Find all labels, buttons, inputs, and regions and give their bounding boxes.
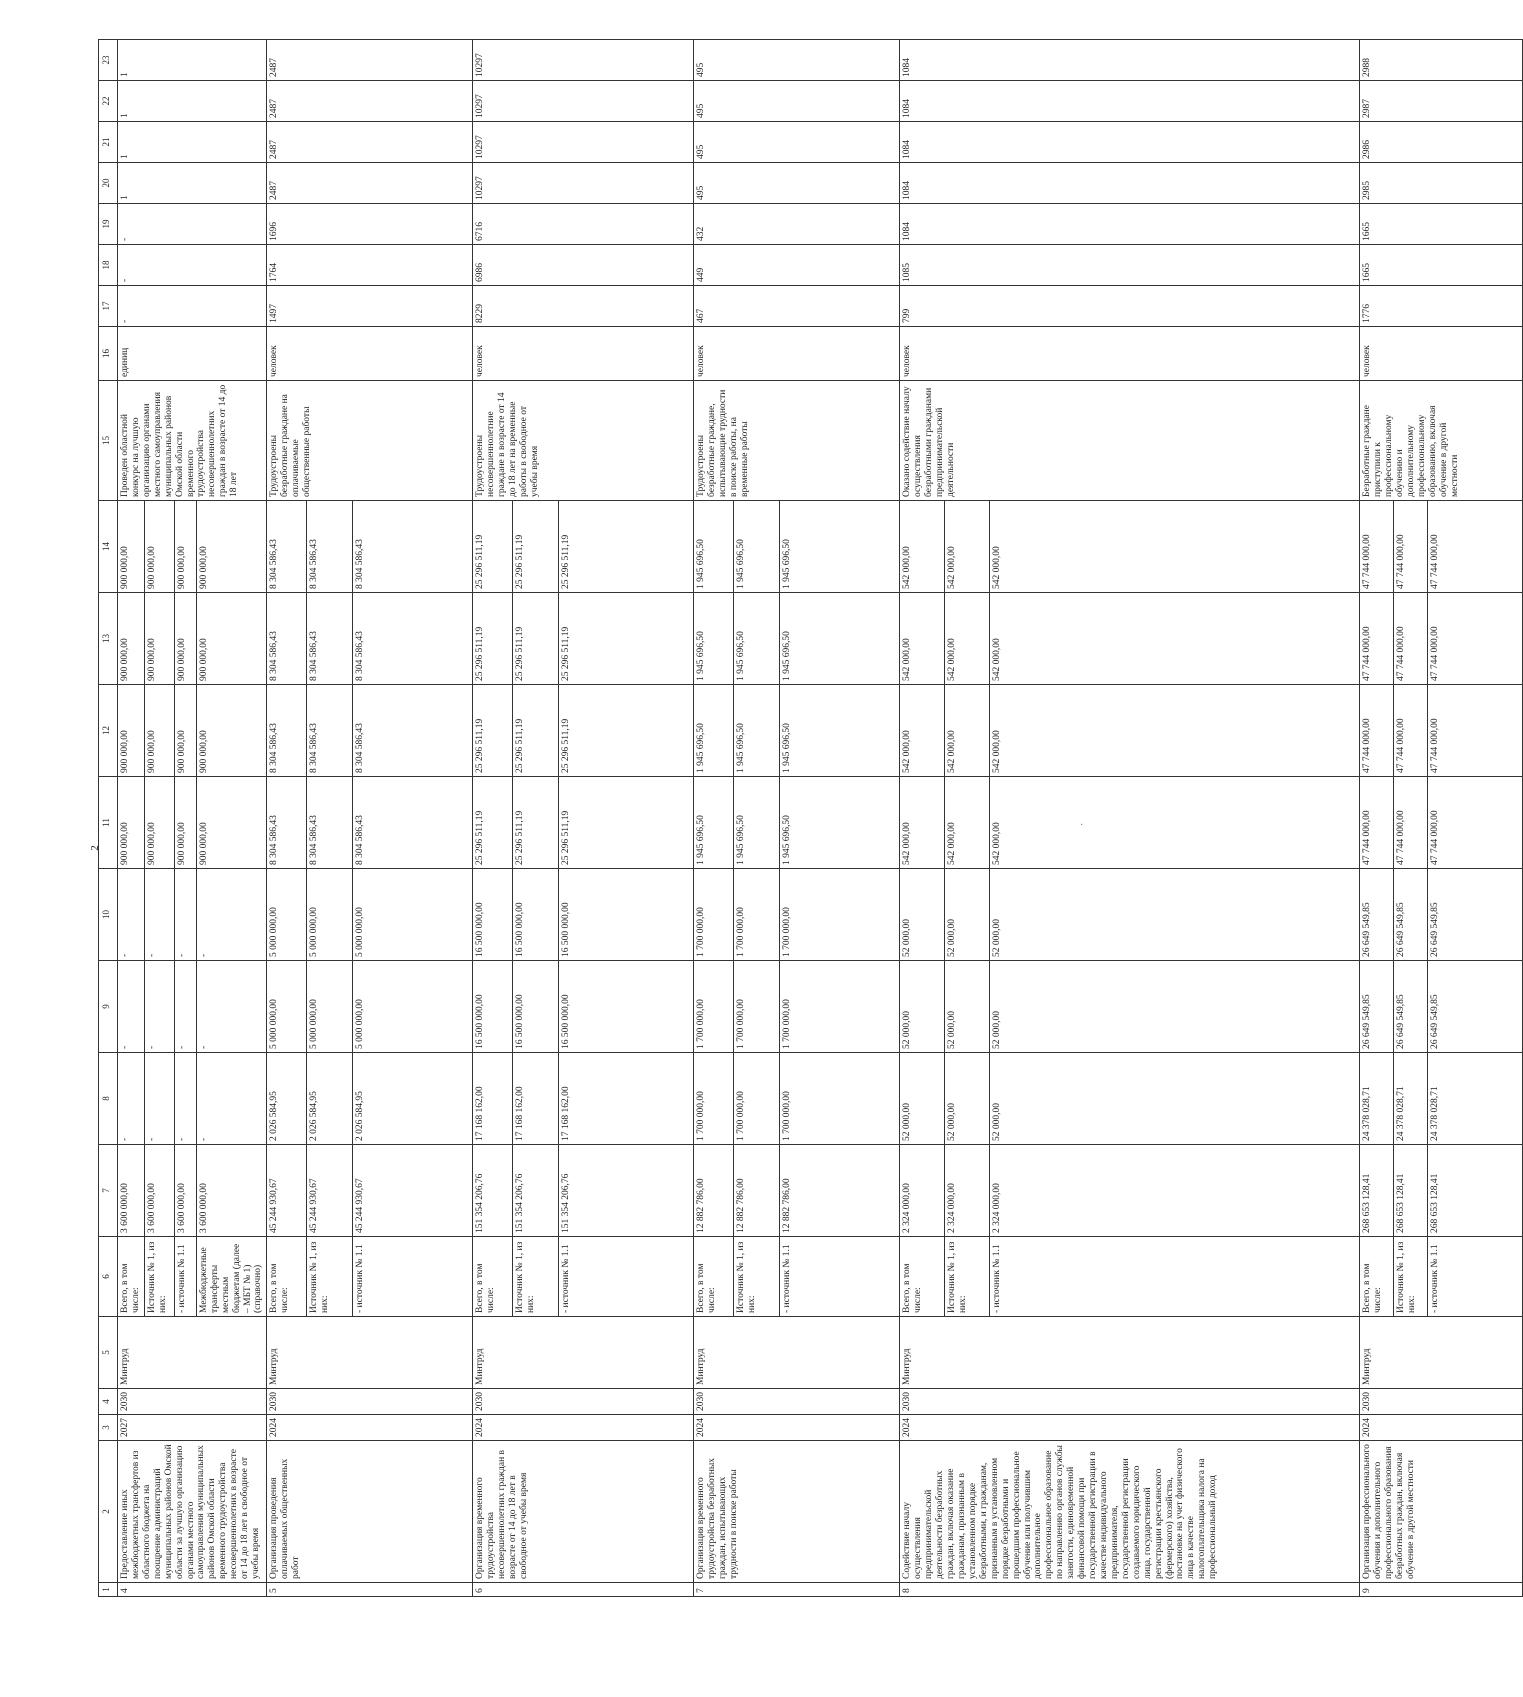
funding-amount-v10: 52 000,00 <box>900 869 945 961</box>
indicator-value-i23: 1084 <box>900 40 1360 81</box>
column-header-20: 20 <box>99 163 118 204</box>
executor: Минтруд <box>267 1317 473 1389</box>
indicator-value-i19: 1665 <box>1360 204 1523 245</box>
indicator-value-i21: 495 <box>694 122 900 163</box>
funding-amount-v10: 26 649 549,85 <box>1394 869 1428 961</box>
funding-amount-v14: 8 304 586,43 <box>307 501 353 593</box>
funding-amount-v12: 25 296 511,19 <box>513 685 559 777</box>
indicator-value-i22: 1084 <box>900 81 1360 122</box>
indicator-value-i17: - <box>118 286 267 327</box>
indicator-value-i17: 467 <box>694 286 900 327</box>
funding-amount-v7: 3 600 000,00 <box>196 1145 267 1237</box>
column-header-3: 3 <box>99 1415 118 1441</box>
funding-amount-v12: 47 744 000,00 <box>1428 685 1523 777</box>
funding-amount-v10: 16 500 000,00 <box>559 869 694 961</box>
funding-amount-v14: 900 000,00 <box>174 501 196 593</box>
funding-source: - источник № 1.1 <box>990 1237 1360 1317</box>
funding-source: Источник № 1, из них: <box>734 1237 780 1317</box>
unit: человек <box>473 327 694 381</box>
indicator-value-i20: 10297 <box>473 163 694 204</box>
funding-amount-v7: 268 653 128,41 <box>1360 1145 1394 1237</box>
page-number: 2 <box>88 845 101 851</box>
row-number: 4 <box>118 1583 267 1597</box>
funding-amount-v8: 17 168 162,00 <box>513 1053 559 1145</box>
indicator-value-i18: 1085 <box>900 245 1360 286</box>
indicator-value-i17: 1776 <box>1360 286 1523 327</box>
funding-amount-v10: 52 000,00 <box>945 869 990 961</box>
funding-amount-v9: - <box>196 961 267 1053</box>
result-indicator: Оказано содействие началу осуществления безработными гражданами предпринимательской деятельности <box>900 381 1360 501</box>
funding-amount-v8: 52 000,00 <box>900 1053 945 1145</box>
funding-amount-v9: - <box>174 961 196 1053</box>
result-indicator: Трудоустроены безработные граждане на оплачиваемые общественные работы <box>267 381 473 501</box>
funding-amount-v13: 8 304 586,43 <box>267 593 307 685</box>
funding-amount-v11: 25 296 511,19 <box>473 777 513 869</box>
row-number: 6 <box>473 1583 694 1597</box>
funding-amount-v10: 1 700 000,00 <box>734 869 780 961</box>
funding-amount-v14: 1 945 696,50 <box>780 501 900 593</box>
funding-amount-v13: 47 744 000,00 <box>1428 593 1523 685</box>
year-start: 2024 <box>900 1415 1360 1441</box>
funding-amount-v12: 900 000,00 <box>196 685 267 777</box>
funding-amount-v11: 47 744 000,00 <box>1360 777 1394 869</box>
funding-amount-v8: 24 378 028,71 <box>1428 1053 1523 1145</box>
funding-amount-v12: 25 296 511,19 <box>473 685 513 777</box>
year-end: 2030 <box>473 1389 694 1415</box>
funding-amount-v9: 5 000 000,00 <box>267 961 307 1053</box>
funding-amount-v14: 1 945 696,50 <box>694 501 734 593</box>
funding-amount-v14: 900 000,00 <box>196 501 267 593</box>
table-body <box>99 40 1523 1597</box>
funding-amount-v7: 12 882 786,00 <box>780 1145 900 1237</box>
funding-amount-v9: 26 649 549,85 <box>1394 961 1428 1053</box>
row-number: 5 <box>267 1583 473 1597</box>
executor: Минтруд <box>118 1317 267 1389</box>
funding-amount-v14: 542 000,00 <box>945 501 990 593</box>
funding-amount-v7: 151 354 206,76 <box>473 1145 513 1237</box>
rotated-table-sheet <box>98 53 1460 1597</box>
table-row <box>473 40 513 1597</box>
funding-amount-v12: 900 000,00 <box>118 685 145 777</box>
indicator-value-i21: 1 <box>118 122 267 163</box>
activity-name: Организация профессионального обучения и дополнительного профессионального образования безработных граждан, включая обучение в другой местности <box>1360 1441 1523 1583</box>
funding-amount-v13: 1 945 696,50 <box>780 593 900 685</box>
funding-amount-v12: 8 304 586,43 <box>267 685 307 777</box>
funding-amount-v11: 8 304 586,43 <box>307 777 353 869</box>
activity-name: Организация временного трудоустройства несовершеннолетних граждан в возрасте от 14 до 18 лет в свободное от учебы время <box>473 1441 694 1583</box>
funding-amount-v8: 1 700 000,00 <box>694 1053 734 1145</box>
funding-amount-v9: 16 500 000,00 <box>559 961 694 1053</box>
funding-amount-v9: 52 000,00 <box>900 961 945 1053</box>
funding-amount-v8: 2 026 584,95 <box>267 1053 307 1145</box>
row-number: 7 <box>694 1583 900 1597</box>
funding-amount-v10: 5 000 000,00 <box>353 869 473 961</box>
funding-amount-v13: 900 000,00 <box>144 593 174 685</box>
funding-amount-v7: 3 600 000,00 <box>118 1145 145 1237</box>
funding-amount-v12: 1 945 696,50 <box>694 685 734 777</box>
funding-amount-v8: 1 700 000,00 <box>734 1053 780 1145</box>
funding-amount-v9: 5 000 000,00 <box>353 961 473 1053</box>
result-indicator: Безработные граждане приступили к профессиональному обучению и дополнительному профессиональному образованию, включая обучение в другой местности <box>1360 381 1523 501</box>
funding-amount-v13: 900 000,00 <box>196 593 267 685</box>
funding-amount-v9: 26 649 549,85 <box>1360 961 1394 1053</box>
column-header-10: 10 <box>99 869 118 961</box>
funding-amount-v9: 5 000 000,00 <box>307 961 353 1053</box>
funding-amount-v11: 1 945 696,50 <box>734 777 780 869</box>
activity-name: Организация временного трудоустройства безработных граждан, испытывающих трудности в поиске работы <box>694 1441 900 1583</box>
year-start: 2024 <box>1360 1415 1523 1441</box>
indicator-value-i22: 10297 <box>473 81 694 122</box>
funding-amount-v14: 542 000,00 <box>990 501 1360 593</box>
funding-amount-v11: 1 945 696,50 <box>694 777 734 869</box>
funding-amount-v14: 47 744 000,00 <box>1428 501 1523 593</box>
funding-amount-v13: 25 296 511,19 <box>473 593 513 685</box>
funding-amount-v12: 47 744 000,00 <box>1360 685 1394 777</box>
funding-amount-v10: - <box>144 869 174 961</box>
funding-amount-v9: - <box>118 961 145 1053</box>
unit: человек <box>694 327 900 381</box>
funding-amount-v11: 47 744 000,00 <box>1428 777 1523 869</box>
indicator-value-i21: 1084 <box>900 122 1360 163</box>
year-end: 2030 <box>900 1389 1360 1415</box>
funding-amount-v12: 542 000,00 <box>990 685 1360 777</box>
indicator-value-i23: 1 <box>118 40 267 81</box>
indicator-value-i22: 2487 <box>267 81 473 122</box>
funding-amount-v10: - <box>118 869 145 961</box>
funding-source: Источник № 1, из них: <box>945 1237 990 1317</box>
year-start: 2024 <box>694 1415 900 1441</box>
year-end: 2030 <box>118 1389 267 1415</box>
indicator-value-i23: 10297 <box>473 40 694 81</box>
column-header-22: 22 <box>99 81 118 122</box>
indicator-value-i21: 2986 <box>1360 122 1523 163</box>
funding-amount-v13: 1 945 696,50 <box>694 593 734 685</box>
funding-amount-v10: 16 500 000,00 <box>513 869 559 961</box>
column-header-16: 16 <box>99 327 118 381</box>
stray-mark: · <box>1080 820 1084 831</box>
year-end: 2030 <box>1360 1389 1523 1415</box>
funding-amount-v7: 2 324 000,00 <box>990 1145 1360 1237</box>
column-header-9: 9 <box>99 961 118 1053</box>
row-number: 8 <box>900 1583 1360 1597</box>
funding-source: - источник № 1.1 <box>1428 1237 1523 1317</box>
funding-amount-v9: 1 700 000,00 <box>780 961 900 1053</box>
indicator-value-i23: 2487 <box>267 40 473 81</box>
unit: человек <box>267 327 473 381</box>
funding-amount-v14: 8 304 586,43 <box>353 501 473 593</box>
indicator-value-i18: - <box>118 245 267 286</box>
column-header-12: 12 <box>99 685 118 777</box>
funding-amount-v14: 47 744 000,00 <box>1394 501 1428 593</box>
column-header-17: 17 <box>99 286 118 327</box>
funding-amount-v12: 542 000,00 <box>945 685 990 777</box>
funding-source: Всего, в том числе: <box>473 1237 513 1317</box>
funding-amount-v11: 900 000,00 <box>118 777 145 869</box>
funding-amount-v7: 2 324 000,00 <box>945 1145 990 1237</box>
executor: Минтруд <box>1360 1317 1523 1389</box>
funding-amount-v13: 1 945 696,50 <box>734 593 780 685</box>
indicator-value-i19: 432 <box>694 204 900 245</box>
year-start: 2027 <box>118 1415 267 1441</box>
funding-amount-v9: 1 700 000,00 <box>734 961 780 1053</box>
table-row <box>118 40 145 1597</box>
funding-amount-v8: - <box>174 1053 196 1145</box>
funding-amount-v13: 8 304 586,43 <box>353 593 473 685</box>
funding-amount-v11: 8 304 586,43 <box>353 777 473 869</box>
indicator-value-i22: 495 <box>694 81 900 122</box>
column-header-2: 2 <box>99 1441 118 1583</box>
funding-amount-v10: - <box>196 869 267 961</box>
indicator-value-i23: 2988 <box>1360 40 1523 81</box>
column-header-18: 18 <box>99 245 118 286</box>
column-header-23: 23 <box>99 40 118 81</box>
year-end: 2030 <box>694 1389 900 1415</box>
funding-amount-v11: 47 744 000,00 <box>1394 777 1428 869</box>
indicator-value-i20: 1084 <box>900 163 1360 204</box>
indicator-value-i17: 799 <box>900 286 1360 327</box>
funding-amount-v11: 542 000,00 <box>945 777 990 869</box>
indicator-value-i23: 495 <box>694 40 900 81</box>
funding-amount-v9: 52 000,00 <box>990 961 1360 1053</box>
funding-amount-v8: 17 168 162,00 <box>559 1053 694 1145</box>
funding-amount-v12: 900 000,00 <box>144 685 174 777</box>
funding-amount-v14: 25 296 511,19 <box>513 501 559 593</box>
executor: Минтруд <box>473 1317 694 1389</box>
funding-amount-v14: 1 945 696,50 <box>734 501 780 593</box>
funding-amount-v11: 900 000,00 <box>174 777 196 869</box>
year-start: 2024 <box>267 1415 473 1441</box>
program-activities-table <box>98 39 1523 1597</box>
funding-amount-v14: 542 000,00 <box>900 501 945 593</box>
funding-source: - источник № 1.1 <box>780 1237 900 1317</box>
indicator-value-i19: 1084 <box>900 204 1360 245</box>
funding-amount-v8: 24 378 028,71 <box>1394 1053 1428 1145</box>
funding-amount-v11: 542 000,00 <box>900 777 945 869</box>
funding-amount-v12: 8 304 586,43 <box>353 685 473 777</box>
result-indicator: Проведен областной конкурс на лучшую организацию органами местного самоуправления муниципальных районов Омской области временного трудоустройства несовершеннолетних граждан в возрасте от 14 до 18 лет <box>118 381 267 501</box>
year-end: 2030 <box>267 1389 473 1415</box>
funding-amount-v12: 1 945 696,50 <box>780 685 900 777</box>
funding-source: Всего, в том числе: <box>900 1237 945 1317</box>
indicator-value-i18: 1665 <box>1360 245 1523 286</box>
table-row <box>1360 40 1394 1597</box>
column-header-8: 8 <box>99 1053 118 1145</box>
funding-amount-v7: 2 324 000,00 <box>900 1145 945 1237</box>
funding-amount-v7: 268 653 128,41 <box>1394 1145 1428 1237</box>
funding-amount-v10: 26 649 549,85 <box>1360 869 1394 961</box>
funding-amount-v10: 5 000 000,00 <box>267 869 307 961</box>
indicator-value-i20: 2487 <box>267 163 473 204</box>
funding-amount-v9: 16 500 000,00 <box>513 961 559 1053</box>
funding-amount-v11: 900 000,00 <box>196 777 267 869</box>
unit: человек <box>1360 327 1523 381</box>
funding-amount-v9: 1 700 000,00 <box>694 961 734 1053</box>
funding-amount-v11: 542 000,00 <box>990 777 1360 869</box>
funding-amount-v14: 25 296 511,19 <box>473 501 513 593</box>
funding-amount-v12: 542 000,00 <box>900 685 945 777</box>
funding-amount-v12: 25 296 511,19 <box>559 685 694 777</box>
column-header-21: 21 <box>99 122 118 163</box>
funding-amount-v8: 2 026 584,95 <box>353 1053 473 1145</box>
funding-source: - источник № 1.1 <box>353 1237 473 1317</box>
indicator-value-i21: 2487 <box>267 122 473 163</box>
funding-amount-v9: 16 500 000,00 <box>473 961 513 1053</box>
funding-amount-v7: 3 600 000,00 <box>144 1145 174 1237</box>
column-header-4: 4 <box>99 1389 118 1415</box>
funding-amount-v13: 542 000,00 <box>990 593 1360 685</box>
funding-source: Всего, в том числе: <box>267 1237 307 1317</box>
funding-amount-v7: 45 244 930,67 <box>307 1145 353 1237</box>
funding-source: Источник № 1, из них: <box>513 1237 559 1317</box>
column-number-row <box>99 40 118 1597</box>
funding-amount-v11: 25 296 511,19 <box>559 777 694 869</box>
activity-name: Содействие началу осуществления предпринимательской деятельности безработных граждан, включая оказание гражданам, признанным в установленном порядке безработными, и гражданам, признанным в установленном порядке безработными и прошедшим профессиональное обучение или получившим дополнительное профессиональное образование по направлению органов службы занятости, единовременной финансовой помощи при государственной регистрации в качестве индивидуального предпринимателя, государственной регистрации создаваемого юридического лица, государственной регистрации крестьянского (фермерского) хозяйства, постановке на учет физического лица в качестве налогоплательщика налога на профессиональный доход <box>900 1441 1360 1583</box>
funding-amount-v8: 2 026 584,95 <box>307 1053 353 1145</box>
funding-amount-v11: 900 000,00 <box>144 777 174 869</box>
funding-amount-v13: 47 744 000,00 <box>1394 593 1428 685</box>
funding-amount-v13: 900 000,00 <box>118 593 145 685</box>
funding-amount-v8: 52 000,00 <box>945 1053 990 1145</box>
column-header-6: 6 <box>99 1237 118 1317</box>
indicator-value-i19: 1696 <box>267 204 473 245</box>
funding-source: Источник № 1, из них: <box>1394 1237 1428 1317</box>
funding-amount-v13: 900 000,00 <box>174 593 196 685</box>
funding-amount-v7: 151 354 206,76 <box>513 1145 559 1237</box>
indicator-value-i18: 449 <box>694 245 900 286</box>
unit: единиц <box>118 327 267 381</box>
funding-amount-v14: 25 296 511,19 <box>559 501 694 593</box>
funding-amount-v10: 26 649 549,85 <box>1428 869 1523 961</box>
funding-amount-v10: - <box>174 869 196 961</box>
executor: Минтруд <box>694 1317 900 1389</box>
funding-amount-v13: 542 000,00 <box>945 593 990 685</box>
indicator-value-i20: 1 <box>118 163 267 204</box>
unit: человек <box>900 327 1360 381</box>
funding-amount-v8: 17 168 162,00 <box>473 1053 513 1145</box>
indicator-value-i20: 495 <box>694 163 900 204</box>
funding-source: Источник № 1, из них: <box>144 1237 174 1317</box>
funding-amount-v14: 47 744 000,00 <box>1360 501 1394 593</box>
funding-amount-v8: - <box>196 1053 267 1145</box>
funding-amount-v11: 25 296 511,19 <box>513 777 559 869</box>
funding-amount-v12: 8 304 586,43 <box>307 685 353 777</box>
funding-amount-v12: 1 945 696,50 <box>734 685 780 777</box>
funding-source: Всего, в том числе: <box>1360 1237 1394 1317</box>
column-header-11: 11 <box>99 777 118 869</box>
funding-amount-v7: 151 354 206,76 <box>559 1145 694 1237</box>
column-header-15: 15 <box>99 381 118 501</box>
indicator-value-i19: - <box>118 204 267 245</box>
activity-name: Организация проведения оплачиваемых общественных работ <box>267 1441 473 1583</box>
indicator-value-i17: 1497 <box>267 286 473 327</box>
funding-amount-v12: 47 744 000,00 <box>1394 685 1428 777</box>
indicator-value-i20: 2985 <box>1360 163 1523 204</box>
funding-amount-v8: 1 700 000,00 <box>780 1053 900 1145</box>
column-header-13: 13 <box>99 593 118 685</box>
indicator-value-i18: 6986 <box>473 245 694 286</box>
indicator-value-i19: 6716 <box>473 204 694 245</box>
indicator-value-i17: 8229 <box>473 286 694 327</box>
funding-source: - источник № 1.1 <box>559 1237 694 1317</box>
indicator-value-i22: 2987 <box>1360 81 1523 122</box>
funding-amount-v9: 26 649 549,85 <box>1428 961 1523 1053</box>
indicator-value-i18: 1764 <box>267 245 473 286</box>
funding-source: Всего, в том числе: <box>694 1237 734 1317</box>
funding-amount-v8: - <box>118 1053 145 1145</box>
result-indicator: Трудоустроены безработные граждане, испытывающие трудности в поиске работы, на временные работы <box>694 381 900 501</box>
column-header-1: 1 <box>99 1583 118 1597</box>
funding-amount-v13: 542 000,00 <box>900 593 945 685</box>
funding-amount-v7: 3 600 000,00 <box>174 1145 196 1237</box>
funding-amount-v14: 900 000,00 <box>144 501 174 593</box>
funding-amount-v13: 25 296 511,19 <box>559 593 694 685</box>
funding-amount-v10: 5 000 000,00 <box>307 869 353 961</box>
funding-amount-v14: 900 000,00 <box>118 501 145 593</box>
funding-amount-v13: 8 304 586,43 <box>307 593 353 685</box>
funding-amount-v7: 45 244 930,67 <box>353 1145 473 1237</box>
funding-amount-v10: 1 700 000,00 <box>694 869 734 961</box>
funding-amount-v8: 24 378 028,71 <box>1360 1053 1394 1145</box>
funding-amount-v7: 12 882 786,00 <box>694 1145 734 1237</box>
funding-amount-v11: 8 304 586,43 <box>267 777 307 869</box>
table-row <box>900 40 945 1597</box>
year-start: 2024 <box>473 1415 694 1441</box>
funding-amount-v13: 47 744 000,00 <box>1360 593 1394 685</box>
funding-amount-v10: 16 500 000,00 <box>473 869 513 961</box>
result-indicator: Трудоустроены несовершеннолетние граждане в возрасте от 14 до 18 лет на временные работы в свободное от учебы время <box>473 381 694 501</box>
funding-amount-v8: 52 000,00 <box>990 1053 1360 1145</box>
funding-source: Межбюджетные трансферты местным бюджетам (далее – МБТ № 1) (справочно) <box>196 1237 267 1317</box>
funding-source: - источник № 1.1 <box>174 1237 196 1317</box>
table-row <box>694 40 734 1597</box>
funding-amount-v9: - <box>144 961 174 1053</box>
indicator-value-i21: 10297 <box>473 122 694 163</box>
column-header-14: 14 <box>99 501 118 593</box>
column-header-7: 7 <box>99 1145 118 1237</box>
column-header-19: 19 <box>99 204 118 245</box>
funding-amount-v9: 52 000,00 <box>945 961 990 1053</box>
funding-amount-v8: - <box>144 1053 174 1145</box>
funding-amount-v7: 268 653 128,41 <box>1428 1145 1523 1237</box>
funding-amount-v12: 900 000,00 <box>174 685 196 777</box>
funding-amount-v13: 25 296 511,19 <box>513 593 559 685</box>
column-header-5: 5 <box>99 1317 118 1389</box>
row-number: 9 <box>1360 1583 1523 1597</box>
funding-amount-v7: 45 244 930,67 <box>267 1145 307 1237</box>
funding-source: Всего, в том числе: <box>118 1237 145 1317</box>
funding-amount-v10: 52 000,00 <box>990 869 1360 961</box>
indicator-value-i22: 1 <box>118 81 267 122</box>
funding-amount-v11: 1 945 696,50 <box>780 777 900 869</box>
table-row <box>267 40 307 1597</box>
executor: Минтруд <box>900 1317 1360 1389</box>
funding-amount-v14: 8 304 586,43 <box>267 501 307 593</box>
funding-amount-v7: 12 882 786,00 <box>734 1145 780 1237</box>
funding-amount-v10: 1 700 000,00 <box>780 869 900 961</box>
activity-name: Предоставление иных межбюджетных трансфертов из областного бюджета на поощрение администраций муниципальных районов Омской области за лучшую организацию органами местного самоуправления муниципальных районов Омской области временного трудоустройства несовершеннолетних в возрасте от 14 до 18 лет в свободное от учебы время <box>118 1441 267 1583</box>
funding-source: Источник № 1, из них: <box>307 1237 353 1317</box>
